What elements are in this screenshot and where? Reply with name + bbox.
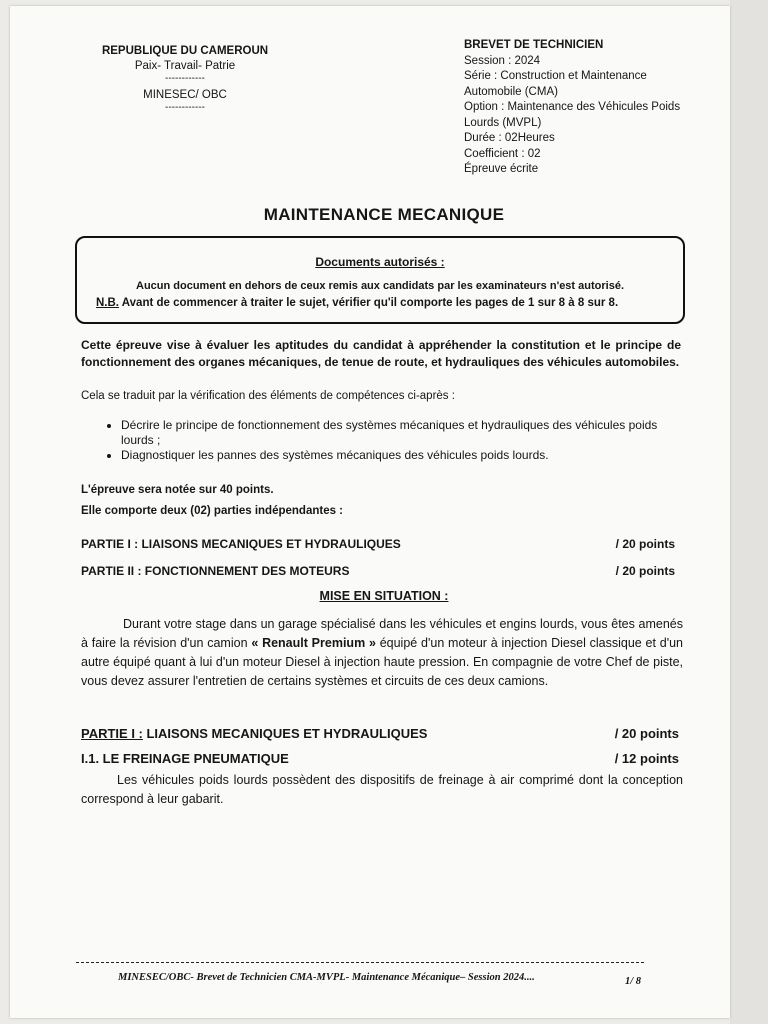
country-motto: Paix- Travail- Patrie — [134, 60, 236, 72]
separator: ------------ — [165, 73, 205, 84]
competence-list — [81, 418, 681, 463]
country-name: REPUBLIQUE DU CAMEROUN — [101, 45, 269, 57]
footer-rule — [76, 962, 644, 963]
part-row — [81, 537, 675, 551]
coefficient: Coefficient : 02 — [464, 147, 541, 160]
page-number: 1/ 8 — [625, 976, 642, 987]
page-title: MAINTENANCE MECANIQUE — [263, 205, 505, 224]
section-heading — [81, 751, 679, 766]
part-label: PARTIE I : LIAISONS MECANIQUES ET HYDRAULIQUES — [81, 537, 401, 551]
section-text — [81, 771, 683, 809]
part-row — [81, 564, 675, 578]
section-points: / 12 points — [614, 751, 679, 766]
part-label: PARTIE II : FONCTIONNEMENT DES MOTEURS — [81, 564, 350, 578]
duration: Durée : 02Heures — [464, 132, 555, 144]
scan-edge — [730, 0, 768, 1024]
list-item: • Décrire le principe de fonctionnement des systèmes mécaniques et hydrauliques des véhicules poids lourds ; — [121, 418, 681, 448]
situation-heading: MISE EN SITUATION : — [319, 589, 449, 603]
intro-competences: Cela se traduit par la vérification des éléments de compétences ci-après : — [81, 390, 455, 402]
partie1-heading — [81, 726, 679, 741]
serie: Série : Construction et Maintenance — [464, 70, 647, 82]
truck-model: « Renault Premium » — [251, 636, 376, 650]
footer-text: MINESEC/OBC- Brevet de Technicien CMA-MVPL- Maintenance Mécanique– Session 2024.... — [118, 972, 535, 983]
notation: L'épreuve sera notée sur 40 points. — [81, 484, 274, 496]
notice-heading: Documents autorisés : — [315, 255, 445, 269]
intro-paragraph: Cette épreuve vise à évaluer les aptitudes du candidat à appréhender la constitution et le principe de fonctionnement des organes mécaniques, de tenue de route, et hydrauliques des véhicules automobiles. — [81, 338, 681, 369]
list-item: • Diagnostiquer les pannes des systèmes mécaniques des véhicules poids lourds. — [121, 448, 681, 463]
section-label: I.1. LE FREINAGE PNEUMATIQUE — [81, 751, 289, 766]
header-right — [464, 38, 704, 178]
part-points: / 20 points — [615, 537, 675, 551]
partie1-points: / 20 points — [614, 726, 679, 741]
nb-text: Avant de commencer à traiter le sujet, vérifier qu'il comporte les pages de 1 sur 8 à 8 sur 8. — [119, 297, 619, 309]
section-paragraph: Les véhicules poids lourds possèdent des dispositifs de freinage à air comprimé dont la conception correspond à leur gabarit. — [81, 773, 683, 806]
parts-intro: Elle comporte deux (02) parties indépendantes : — [81, 505, 344, 517]
exam-name: BREVET DE TECHNICIEN — [464, 39, 604, 51]
session: Session : 2024 — [464, 54, 541, 67]
partie1-label: PARTIE I : — [81, 726, 143, 741]
notice-nb — [96, 297, 686, 309]
serie-cont: Automobile (CMA) — [464, 85, 558, 98]
exam-type: Épreuve écrite — [464, 163, 539, 175]
part-points: / 20 points — [615, 564, 675, 578]
nb-label: N.B. — [96, 297, 119, 309]
situation-text — [81, 615, 683, 691]
option-cont: Lourds (MVPL) — [464, 116, 542, 129]
separator: ------------ — [165, 102, 205, 113]
partie1-title: LIAISONS MECANIQUES ET HYDRAULIQUES — [142, 726, 428, 741]
header-left — [90, 44, 280, 113]
situation-part2: équipé d'un moteur à injection Diesel classique et d'un autre équipé quant à lui d'un moteur Diesel à injection haute pression. En compagnie de votre Chef de piste, vous devez assurer l'entretien de certains systèmes et circuits de ces deux camions. — [81, 636, 683, 688]
notice-text: Aucun document en dehors de ceux remis aux candidats par les examinateurs n'est autorisé. — [136, 280, 624, 292]
ministry: MINESEC/ OBC — [143, 89, 227, 101]
situation-part1: Durant votre stage dans un garage spécialisé dans les véhicules et engins lourds, vous êtes amenés à faire la révision d'un camion — [81, 617, 683, 650]
option: Option : Maintenance des Véhicules Poids — [464, 101, 681, 113]
